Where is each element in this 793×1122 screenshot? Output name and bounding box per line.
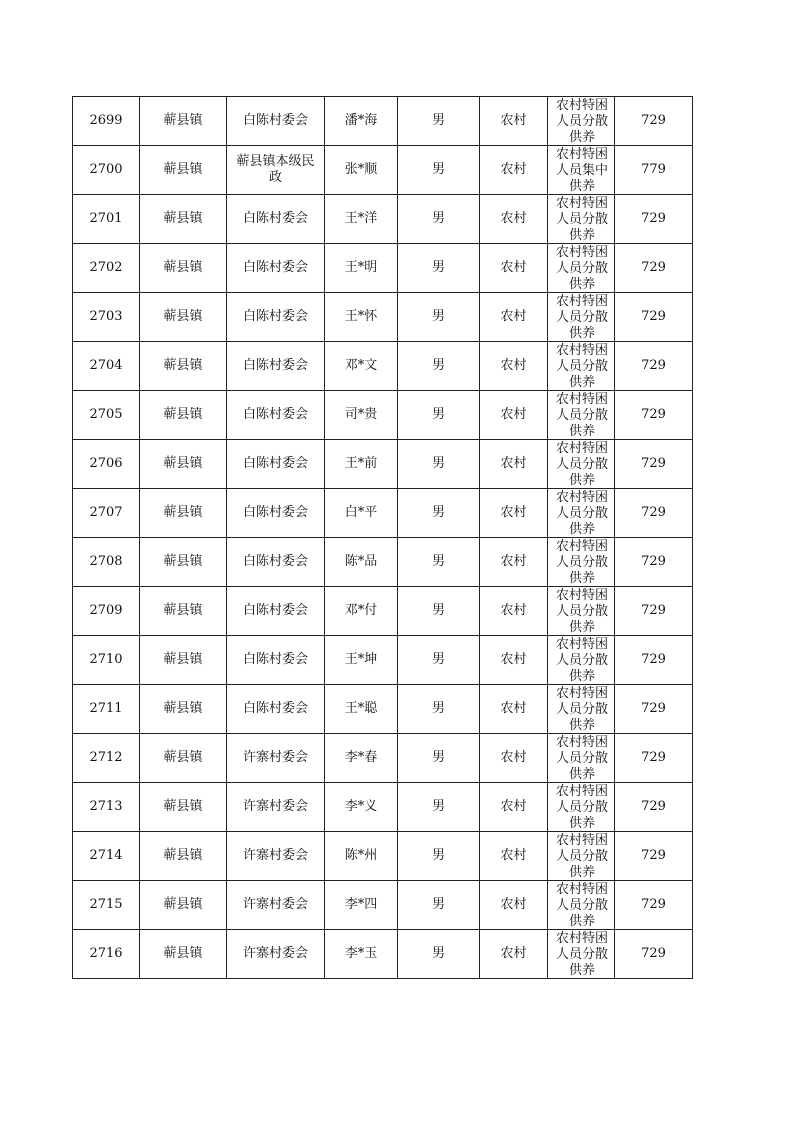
table-row (73, 293, 693, 342)
cell-gender: 男 (398, 734, 480, 783)
cell-person-name: 王*怀 (325, 293, 398, 342)
cell-person-name: 邓*文 (325, 342, 398, 391)
cell-assistance-category-text: 农村特困人员分散供养 (555, 833, 608, 880)
cell-gender: 男 (398, 538, 480, 587)
cell-village-committee (227, 783, 325, 832)
cell-assistance-category (548, 293, 615, 342)
cell-village-committee (227, 685, 325, 734)
cell-person-name: 白*平 (325, 489, 398, 538)
cell-serial-number: 2699 (73, 97, 140, 146)
cell-assistance-category-text: 农村特困人员分散供养 (555, 588, 608, 635)
cell-area-type: 农村 (480, 146, 548, 195)
cell-assistance-category (548, 244, 615, 293)
table-row (73, 391, 693, 440)
cell-amount: 779 (615, 146, 693, 195)
cell-town: 蕲县镇 (140, 342, 227, 391)
cell-amount: 729 (615, 930, 693, 979)
cell-serial-number: 2704 (73, 342, 140, 391)
cell-town: 蕲县镇 (140, 930, 227, 979)
cell-assistance-category (548, 734, 615, 783)
cell-person-name: 李*义 (325, 783, 398, 832)
cell-village-committee (227, 440, 325, 489)
cell-town: 蕲县镇 (140, 391, 227, 440)
cell-village-committee-text: 白陈村委会 (242, 358, 308, 373)
cell-assistance-category (548, 587, 615, 636)
cell-assistance-category-text: 农村特困人员分散供养 (555, 343, 608, 390)
cell-town: 蕲县镇 (140, 146, 227, 195)
cell-person-name: 王*前 (325, 440, 398, 489)
cell-gender: 男 (398, 146, 480, 195)
cell-assistance-category (548, 440, 615, 489)
cell-serial-number: 2700 (73, 146, 140, 195)
cell-village-committee-text: 许寨村委会 (242, 750, 308, 765)
cell-area-type: 农村 (480, 489, 548, 538)
cell-amount: 729 (615, 881, 693, 930)
cell-person-name: 邓*付 (325, 587, 398, 636)
cell-amount: 729 (615, 783, 693, 832)
cell-serial-number: 2703 (73, 293, 140, 342)
cell-person-name: 王*聪 (325, 685, 398, 734)
cell-village-committee (227, 195, 325, 244)
table-row (73, 97, 693, 146)
cell-assistance-category-text: 农村特困人员分散供养 (555, 490, 608, 537)
table-row (73, 342, 693, 391)
cell-serial-number: 2714 (73, 832, 140, 881)
cell-gender: 男 (398, 636, 480, 685)
cell-amount: 729 (615, 538, 693, 587)
cell-village-committee (227, 391, 325, 440)
cell-assistance-category-text: 农村特困人员分散供养 (555, 539, 608, 586)
cell-village-committee-text: 许寨村委会 (242, 897, 308, 912)
cell-village-committee (227, 832, 325, 881)
cell-amount: 729 (615, 440, 693, 489)
cell-assistance-category-text: 农村特困人员分散供养 (555, 882, 608, 929)
cell-village-committee-text: 白陈村委会 (242, 554, 308, 569)
cell-town: 蕲县镇 (140, 685, 227, 734)
cell-village-committee-text: 白陈村委会 (242, 113, 308, 128)
table-row (73, 832, 693, 881)
cell-amount: 729 (615, 489, 693, 538)
cell-village-committee (227, 930, 325, 979)
cell-village-committee (227, 636, 325, 685)
cell-serial-number: 2705 (73, 391, 140, 440)
cell-amount: 729 (615, 832, 693, 881)
cell-town: 蕲县镇 (140, 293, 227, 342)
cell-assistance-category (548, 636, 615, 685)
cell-assistance-category-text: 农村特困人员分散供养 (555, 98, 608, 145)
cell-assistance-category-text: 农村特困人员分散供养 (555, 735, 608, 782)
cell-serial-number: 2708 (73, 538, 140, 587)
cell-amount: 729 (615, 195, 693, 244)
cell-town: 蕲县镇 (140, 881, 227, 930)
cell-village-committee (227, 97, 325, 146)
cell-gender: 男 (398, 244, 480, 293)
cell-serial-number: 2711 (73, 685, 140, 734)
table-row (73, 440, 693, 489)
cell-serial-number: 2709 (73, 587, 140, 636)
cell-area-type: 农村 (480, 195, 548, 244)
cell-assistance-category (548, 930, 615, 979)
cell-village-committee (227, 538, 325, 587)
cell-serial-number: 2710 (73, 636, 140, 685)
cell-assistance-category-text: 农村特困人员分散供养 (555, 637, 608, 684)
cell-gender: 男 (398, 342, 480, 391)
cell-area-type: 农村 (480, 587, 548, 636)
cell-person-name: 陈*州 (325, 832, 398, 881)
cell-assistance-category (548, 538, 615, 587)
cell-gender: 男 (398, 685, 480, 734)
cell-gender: 男 (398, 293, 480, 342)
cell-gender: 男 (398, 930, 480, 979)
cell-amount: 729 (615, 587, 693, 636)
cell-village-committee (227, 293, 325, 342)
cell-assistance-category (548, 342, 615, 391)
cell-town: 蕲县镇 (140, 832, 227, 881)
table-row (73, 636, 693, 685)
relief-roster-table (72, 96, 693, 979)
cell-area-type: 农村 (480, 244, 548, 293)
cell-amount: 729 (615, 97, 693, 146)
cell-area-type: 农村 (480, 293, 548, 342)
cell-area-type: 农村 (480, 832, 548, 881)
cell-person-name: 李*玉 (325, 930, 398, 979)
cell-gender: 男 (398, 97, 480, 146)
cell-assistance-category (548, 832, 615, 881)
cell-assistance-category-text: 农村特困人员分散供养 (555, 686, 608, 733)
cell-village-committee-text: 白陈村委会 (242, 652, 308, 667)
cell-assistance-category (548, 146, 615, 195)
cell-assistance-category-text: 农村特困人员分散供养 (555, 196, 608, 243)
cell-village-committee-text: 许寨村委会 (242, 799, 308, 814)
table-row (73, 489, 693, 538)
cell-assistance-category (548, 783, 615, 832)
cell-serial-number: 2707 (73, 489, 140, 538)
cell-town: 蕲县镇 (140, 440, 227, 489)
cell-assistance-category (548, 881, 615, 930)
cell-assistance-category (548, 489, 615, 538)
cell-person-name: 王*明 (325, 244, 398, 293)
document-page (72, 96, 684, 979)
cell-village-committee (227, 587, 325, 636)
cell-serial-number: 2712 (73, 734, 140, 783)
cell-gender: 男 (398, 832, 480, 881)
cell-town: 蕲县镇 (140, 636, 227, 685)
cell-town: 蕲县镇 (140, 97, 227, 146)
cell-gender: 男 (398, 440, 480, 489)
cell-assistance-category-text: 农村特困人员分散供养 (555, 441, 608, 488)
table-row (73, 146, 693, 195)
cell-area-type: 农村 (480, 97, 548, 146)
cell-amount: 729 (615, 342, 693, 391)
cell-gender: 男 (398, 391, 480, 440)
cell-town: 蕲县镇 (140, 734, 227, 783)
cell-serial-number: 2713 (73, 783, 140, 832)
cell-serial-number: 2702 (73, 244, 140, 293)
cell-town: 蕲县镇 (140, 538, 227, 587)
cell-amount: 729 (615, 244, 693, 293)
cell-person-name: 王*洋 (325, 195, 398, 244)
cell-person-name: 李*四 (325, 881, 398, 930)
cell-village-committee-text: 白陈村委会 (242, 456, 308, 471)
cell-town: 蕲县镇 (140, 489, 227, 538)
cell-gender: 男 (398, 195, 480, 244)
cell-village-committee (227, 734, 325, 783)
cell-area-type: 农村 (480, 685, 548, 734)
cell-area-type: 农村 (480, 734, 548, 783)
cell-gender: 男 (398, 587, 480, 636)
cell-amount: 729 (615, 734, 693, 783)
cell-person-name: 陈*品 (325, 538, 398, 587)
cell-assistance-category-text: 农村特困人员分散供养 (555, 245, 608, 292)
cell-assistance-category-text: 农村特困人员分散供养 (555, 784, 608, 831)
cell-gender: 男 (398, 881, 480, 930)
cell-assistance-category-text: 农村特困人员分散供养 (555, 931, 608, 978)
cell-town: 蕲县镇 (140, 783, 227, 832)
table-row (73, 783, 693, 832)
cell-person-name: 李*春 (325, 734, 398, 783)
cell-town: 蕲县镇 (140, 195, 227, 244)
table-row (73, 538, 693, 587)
cell-village-committee-text: 白陈村委会 (242, 211, 308, 226)
cell-town: 蕲县镇 (140, 244, 227, 293)
cell-assistance-category (548, 391, 615, 440)
cell-person-name: 司*贵 (325, 391, 398, 440)
cell-village-committee-text: 白陈村委会 (242, 407, 308, 422)
cell-gender: 男 (398, 783, 480, 832)
cell-village-committee-text: 白陈村委会 (242, 505, 308, 520)
cell-area-type: 农村 (480, 930, 548, 979)
cell-amount: 729 (615, 636, 693, 685)
cell-serial-number: 2706 (73, 440, 140, 489)
cell-village-committee (227, 881, 325, 930)
cell-town: 蕲县镇 (140, 587, 227, 636)
table-row (73, 734, 693, 783)
cell-serial-number: 2715 (73, 881, 140, 930)
cell-person-name: 张*顺 (325, 146, 398, 195)
cell-assistance-category (548, 685, 615, 734)
cell-amount: 729 (615, 685, 693, 734)
cell-area-type: 农村 (480, 783, 548, 832)
table-body (73, 97, 693, 979)
cell-assistance-category-text: 农村特困人员分散供养 (555, 392, 608, 439)
cell-village-committee (227, 244, 325, 293)
cell-gender: 男 (398, 489, 480, 538)
cell-village-committee-text: 白陈村委会 (242, 260, 308, 275)
cell-person-name: 潘*海 (325, 97, 398, 146)
cell-village-committee (227, 489, 325, 538)
cell-serial-number: 2701 (73, 195, 140, 244)
table-row (73, 930, 693, 979)
cell-area-type: 农村 (480, 881, 548, 930)
table-row (73, 587, 693, 636)
table-row (73, 244, 693, 293)
cell-area-type: 农村 (480, 391, 548, 440)
cell-village-committee-text: 白陈村委会 (242, 701, 308, 716)
cell-area-type: 农村 (480, 440, 548, 489)
cell-area-type: 农村 (480, 636, 548, 685)
cell-person-name: 王*坤 (325, 636, 398, 685)
cell-village-committee (227, 342, 325, 391)
cell-serial-number: 2716 (73, 930, 140, 979)
cell-village-committee-text: 许寨村委会 (242, 848, 308, 863)
cell-area-type: 农村 (480, 538, 548, 587)
table-row (73, 881, 693, 930)
cell-assistance-category-text: 农村特困人员分散供养 (555, 294, 608, 341)
cell-assistance-category (548, 97, 615, 146)
cell-amount: 729 (615, 293, 693, 342)
cell-assistance-category-text: 农村特困人员集中供养 (555, 147, 608, 194)
cell-village-committee-text: 蕲县镇本级民政 (236, 154, 315, 185)
cell-village-committee-text: 白陈村委会 (242, 309, 308, 324)
cell-area-type: 农村 (480, 342, 548, 391)
table-row (73, 685, 693, 734)
cell-village-committee (227, 146, 325, 195)
cell-assistance-category (548, 195, 615, 244)
cell-village-committee-text: 许寨村委会 (242, 946, 308, 961)
table-row (73, 195, 693, 244)
cell-amount: 729 (615, 391, 693, 440)
cell-village-committee-text: 白陈村委会 (242, 603, 308, 618)
